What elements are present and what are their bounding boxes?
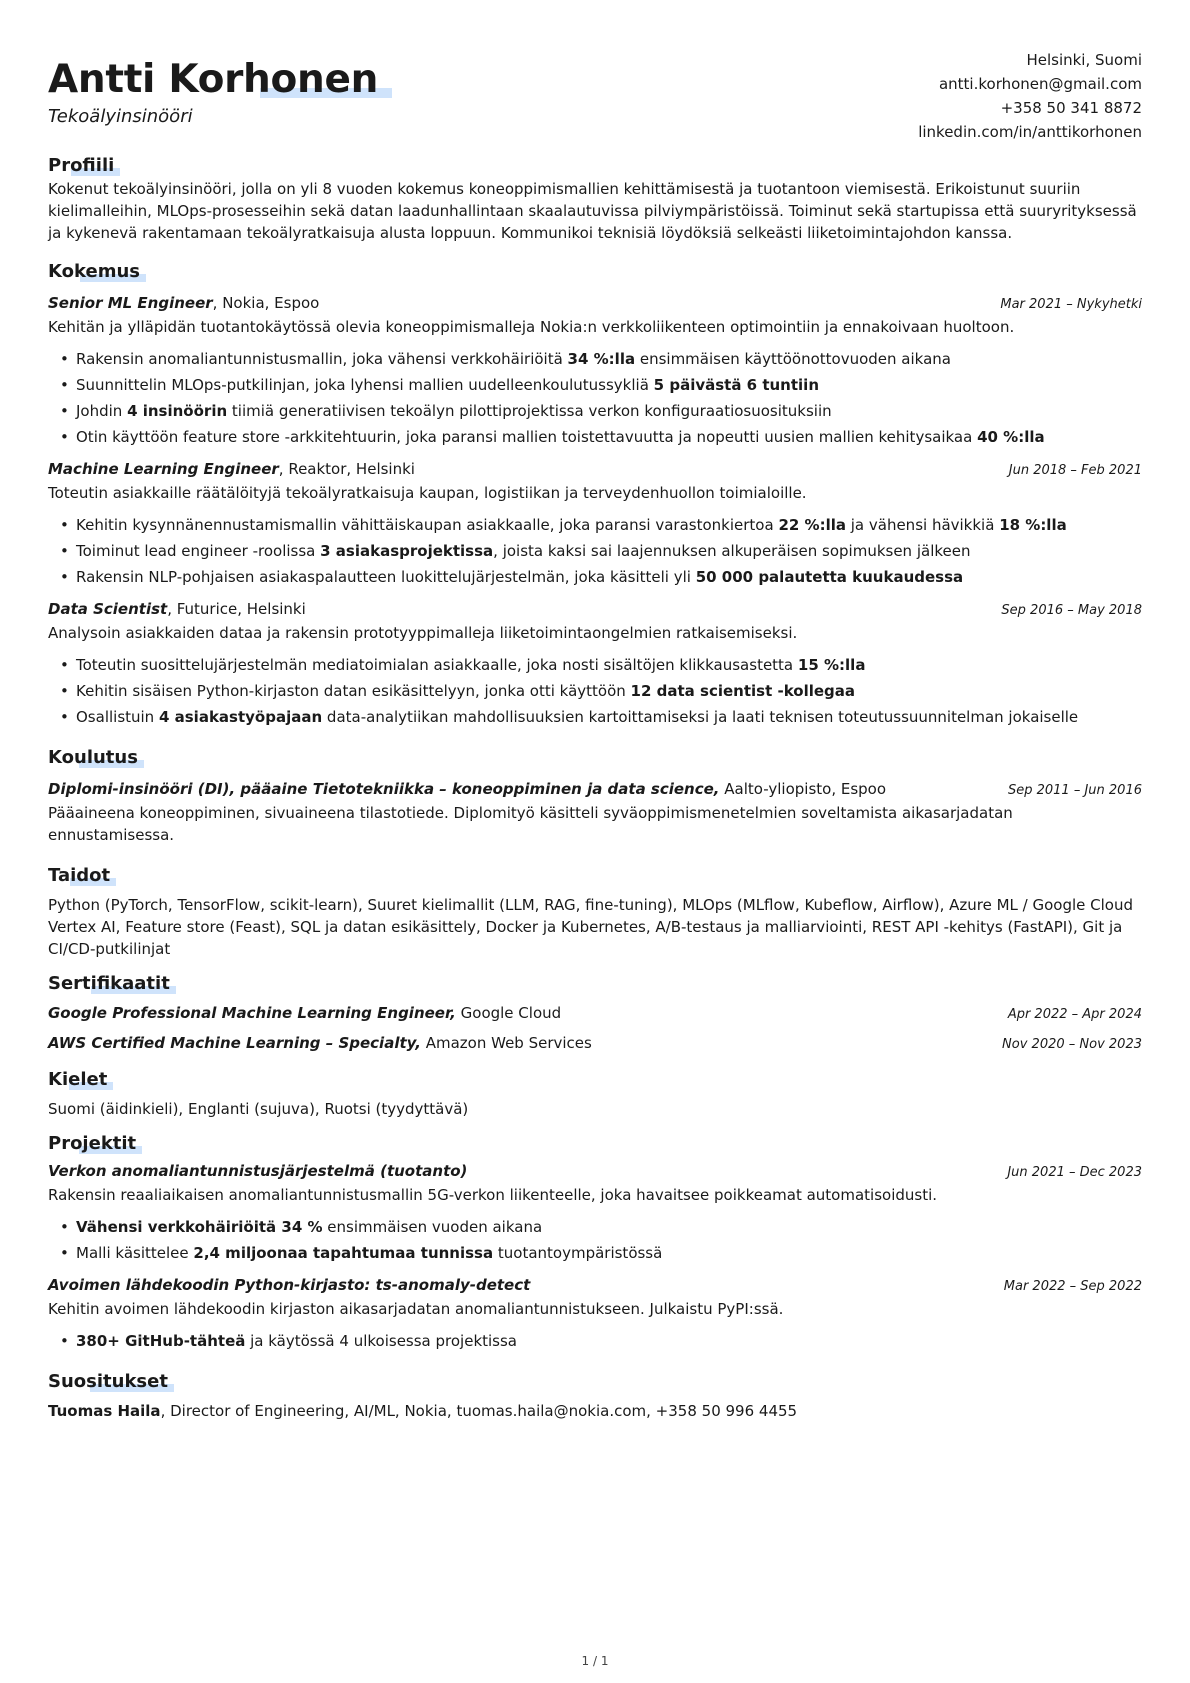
project-name: Verkon anomaliantunnistusjärjestelmä (tuotanto) bbox=[48, 1162, 468, 1180]
job-description: Toteutin asiakkaille räätälöityjä tekoälyratkaisuja kaupan, logistiikan ja terveydenhuollon toimialoille. bbox=[48, 484, 807, 502]
project-header bbox=[48, 1274, 1142, 1298]
list-item: • Toteutin suosittelujärjestelmän mediatoimialan asiakkaalle, joka nosti sisältöjen klikkausastetta 15 %:lla bbox=[76, 652, 1142, 678]
job-entry bbox=[48, 292, 1142, 450]
project-entry bbox=[48, 1274, 1142, 1354]
certificates-section bbox=[48, 972, 1142, 1056]
education-description: Pääaineena koneoppiminen, sivuaineena tilastotiede. Diplomityö käsitteli syväoppimismenetelmien soveltamista aikasarjadatan ennustamisessa. bbox=[48, 804, 1013, 844]
project-date: Mar 2022 – Sep 2022 bbox=[1003, 1279, 1142, 1294]
name-block bbox=[48, 56, 378, 129]
certificate-date: Nov 2020 – Nov 2023 bbox=[1002, 1037, 1142, 1052]
job-role: Machine Learning Engineer bbox=[48, 460, 279, 478]
contact-location: Helsinki, Suomi bbox=[1026, 51, 1142, 69]
certificate-entry bbox=[48, 1002, 1142, 1026]
project-bullets bbox=[48, 1328, 1142, 1354]
section-heading-projects: Projektit bbox=[48, 1133, 137, 1154]
certificate-line bbox=[48, 1032, 592, 1054]
reference-detail: , Director of Engineering, AI/ML, Nokia, tuomas.haila@nokia.com, +358 50 996 4455 bbox=[160, 1402, 798, 1420]
job-title-line bbox=[48, 598, 306, 620]
list-item: • Rakensin anomaliantunnistusmallin, joka vähensi verkkohäiriöitä 34 %:lla ensimmäisen käyttöönottovuoden aikana bbox=[76, 346, 1142, 372]
section-heading-education: Koulutus bbox=[48, 747, 138, 768]
job-org: , Nokia, Espoo bbox=[212, 294, 320, 312]
job-role: Senior ML Engineer bbox=[48, 294, 213, 312]
certificate-issuer: Google Cloud bbox=[455, 1004, 562, 1022]
job-org: , Reaktor, Helsinki bbox=[278, 460, 415, 478]
references-section bbox=[48, 1370, 1142, 1422]
list-item: • Vähensi verkkohäiriöitä 34 % ensimmäisen vuoden aikana bbox=[76, 1214, 1142, 1240]
certificate-line bbox=[48, 1002, 561, 1024]
project-name: Avoimen lähdekoodin Python-kirjasto: ts-anomaly-detect bbox=[48, 1276, 531, 1294]
job-entry bbox=[48, 598, 1142, 730]
profile-text: Kokenut tekoälyinsinööri, jolla on yli 8 vuoden kokemus koneoppimismallien kehittämisestä ja tuotantoon viemisestä. Erikoistunut suuriin kielimalleihin, MLOps-prosesseihin sekä datan laadunhallintaan skaalautuvissa pilviympäristöissä. Toiminut sekä startupissa että suuryrityksessä ja kykenevä rakentamaan tekoälyratkaisuja alusta loppuun. Kommunikoi teknisiä löydöksiä selkeästi liiketoimintajohdon kanssa. bbox=[48, 180, 1137, 242]
section-heading-languages: Kielet bbox=[48, 1069, 108, 1090]
education-degree: Diplomi-insinööri (DI), pääaine Tietotekniikka – koneoppiminen ja data science, bbox=[48, 780, 720, 798]
list-item: • Osallistuin 4 asiakastyöpajaan data-analytiikan mahdollisuuksien kartoittamiseksi ja laati teknisen toteutussuunnitelman jokaiselle bbox=[76, 704, 1142, 730]
education-date: Sep 2011 – Jun 2016 bbox=[1007, 783, 1142, 798]
list-item: • Kehitin kysynnänennustamismallin vähittäiskaupan asiakkaalle, joka paransi varastonkiertoa 22 %:lla ja vähensi hävikkiä 18 %:lla bbox=[76, 512, 1142, 538]
project-header bbox=[48, 1160, 1142, 1184]
contact-linkedin[interactable]: linkedin.com/in/anttikorhonen bbox=[918, 123, 1142, 141]
job-date: Sep 2016 – May 2018 bbox=[1001, 603, 1142, 618]
list-item: • Malli käsittelee 2,4 miljoonaa tapahtumaa tunnissa tuotantoympäristössä bbox=[76, 1240, 1142, 1266]
contact-info bbox=[918, 48, 1142, 144]
section-heading-certificates: Sertifikaatit bbox=[48, 973, 170, 994]
project-bullets bbox=[48, 1214, 1142, 1266]
project-description: Rakensin reaaliaikaisen anomaliantunnistusmallin 5G-verkon liikenteelle, joka havaitsee poikkeamat automatisoidusti. bbox=[48, 1186, 938, 1204]
experience-section bbox=[48, 260, 1142, 730]
profile-section bbox=[48, 154, 1142, 244]
list-item: • Kehitin sisäisen Python-kirjaston datan esikäsittelyyn, jonka otti käyttöön 12 data scientist -kollegaa bbox=[76, 678, 1142, 704]
list-item: • Johdin 4 insinöörin tiimiä generatiivisen tekoälyn pilottiprojektissa verkon konfiguraatiosuosituksiin bbox=[76, 398, 1142, 424]
contact-phone[interactable]: +358 50 341 8872 bbox=[1000, 99, 1142, 117]
job-bullets bbox=[48, 652, 1142, 730]
job-header bbox=[48, 292, 1142, 316]
certificate-name: AWS Certified Machine Learning – Specialty, bbox=[48, 1034, 421, 1052]
candidate-name: Antti Korhonen bbox=[48, 57, 379, 102]
job-description: Kehitän ja ylläpidän tuotantokäytössä olevia koneoppimismalleja Nokia:n verkkoliikenteen optimointiin ja ennakoivaan huoltoon. bbox=[48, 318, 1015, 336]
education-school: Aalto-yliopisto, Espoo bbox=[719, 780, 887, 798]
education-header bbox=[48, 778, 1142, 802]
list-item: • 380+ GitHub-tähteä ja käytössä 4 ulkoisessa projektissa bbox=[76, 1328, 1142, 1354]
contact-email[interactable]: antti.korhonen@gmail.com bbox=[938, 75, 1142, 93]
certificate-date: Apr 2022 – Apr 2024 bbox=[1007, 1007, 1142, 1022]
reference-name: Tuomas Haila bbox=[48, 1402, 161, 1420]
job-description: Analysoin asiakkaiden dataa ja rakensin prototyyppimalleja liiketoimintaongelmien ratkaisemiseksi. bbox=[48, 624, 798, 642]
page-number: 1 / 1 bbox=[581, 1654, 609, 1668]
job-bullets bbox=[48, 512, 1142, 590]
education-section bbox=[48, 746, 1142, 846]
job-title-line bbox=[48, 458, 415, 480]
certificate-entry bbox=[48, 1032, 1142, 1056]
reference-entry bbox=[48, 1400, 1142, 1422]
languages-section bbox=[48, 1068, 1142, 1120]
list-item: • Suunnittelin MLOps-putkilinjan, joka lyhensi mallien uudelleenkoulutussykliä 5 päivästä 6 tuntiin bbox=[76, 372, 1142, 398]
certificate-name: Google Professional Machine Learning Engineer, bbox=[48, 1004, 456, 1022]
section-heading-skills: Taidot bbox=[48, 865, 111, 886]
education-title-line bbox=[48, 778, 886, 800]
project-description: Kehitin avoimen lähdekoodin kirjaston aikasarjadatan anomaliantunnistukseen. Julkaistu PyPI:ssä. bbox=[48, 1300, 784, 1318]
skills-section bbox=[48, 864, 1142, 960]
job-header bbox=[48, 598, 1142, 622]
job-date: Mar 2021 – Nykyhetki bbox=[1000, 297, 1142, 312]
projects-section bbox=[48, 1132, 1142, 1354]
skills-text: Python (PyTorch, TensorFlow, scikit-learn), Suuret kielimallit (LLM, RAG, fine-tuning), MLOps (MLflow, Kubeflow, Airflow), Azure ML / Google Cloud Vertex AI, Feature store (Feast), SQL ja datan esikäsittely, Docker ja Kubernetes, A/B-testaus ja malliarviointi, REST API -kehitys (FastAPI), Git ja CI/CD-putkilinjat bbox=[48, 896, 1134, 958]
job-org: , Futurice, Helsinki bbox=[167, 600, 306, 618]
project-date: Jun 2021 – Dec 2023 bbox=[1007, 1165, 1142, 1180]
certificate-issuer: Amazon Web Services bbox=[420, 1034, 592, 1052]
job-role: Data Scientist bbox=[48, 600, 168, 618]
languages-text: Suomi (äidinkieli), Englanti (sujuva), Ruotsi (tyydyttävä) bbox=[48, 1100, 469, 1118]
list-item: • Rakensin NLP-pohjaisen asiakaspalautteen luokittelujärjestelmän, joka käsitteli yli 50 000 palautetta kuukaudessa bbox=[76, 564, 1142, 590]
project-entry bbox=[48, 1160, 1142, 1266]
section-heading-profile: Profiili bbox=[48, 155, 115, 176]
job-header bbox=[48, 458, 1142, 482]
job-entry bbox=[48, 458, 1142, 590]
section-heading-experience: Kokemus bbox=[48, 261, 140, 282]
job-bullets bbox=[48, 346, 1142, 450]
candidate-title: Tekoälyinsinööri bbox=[48, 106, 193, 127]
job-title-line bbox=[48, 292, 319, 314]
section-heading-references: Suositukset bbox=[48, 1371, 168, 1392]
list-item: • Toiminut lead engineer -roolissa 3 asiakasprojektissa, joista kaksi sai laajennuksen alkuperäisen sopimuksen jälkeen bbox=[76, 538, 1142, 564]
list-item: • Otin käyttöön feature store -arkkitehtuurin, joka paransi mallien toistettavuutta ja nopeutti uusien mallien kehitysaikaa 40 %:lla bbox=[76, 424, 1142, 450]
job-date: Jun 2018 – Feb 2021 bbox=[1008, 463, 1142, 478]
resume-header bbox=[48, 48, 1142, 150]
